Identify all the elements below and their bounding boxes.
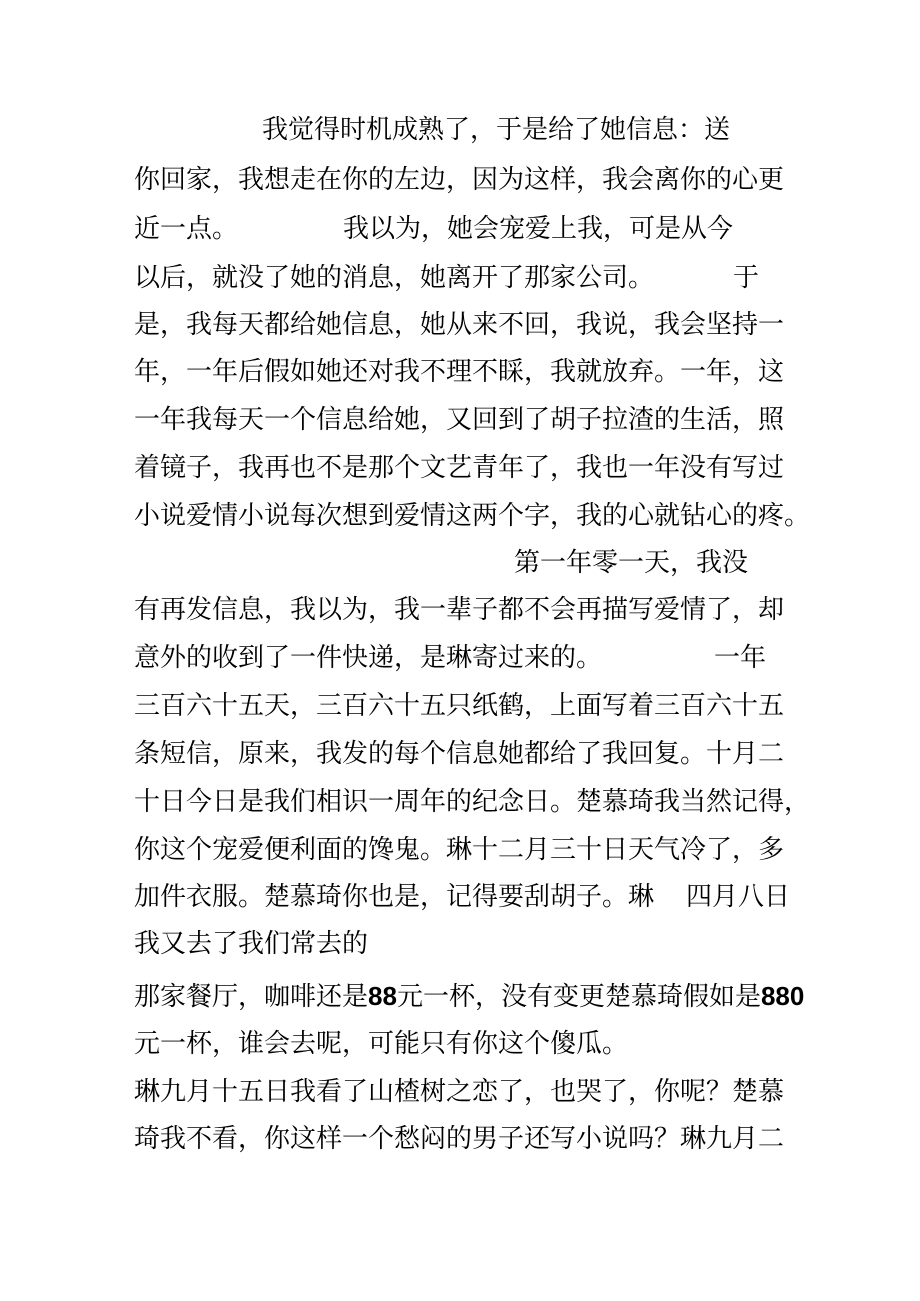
text-line <box>134 586 784 634</box>
text-fragment: 着镜子，我再也不是那个文艺青年了，我也一年没有写过 <box>134 453 785 483</box>
price-number: 880 <box>760 981 805 1011</box>
text-fragment: 一年 <box>714 643 767 673</box>
text-fragment: 我以为，她会宠爱上我，可是从今 <box>343 214 734 244</box>
text-fragment: 三百六十五天，三百六十五只纸鹤，上面写着三百六十五 <box>134 691 785 721</box>
text-fragment: 你回家，我想走在你的左边，因为这样，我会离你的心更 <box>134 165 785 195</box>
text-line <box>134 444 784 492</box>
text-fragment: 于 <box>733 263 760 293</box>
text-line <box>134 778 810 826</box>
text-line <box>514 539 748 587</box>
text-line <box>134 1020 628 1068</box>
text-line <box>134 205 734 253</box>
text-fragment: 第一年零一天，我没 <box>514 548 749 578</box>
text-fragment: 年，一年后假如她还对我不理不睬，我就放弃。一年，这 <box>134 357 785 387</box>
text-fragment: 四月八日 <box>686 882 791 912</box>
text-line <box>134 972 804 1020</box>
price-number: 88 <box>368 981 397 1011</box>
text-fragment: 元一杯，谁会去呢，可能只有你这个傻瓜。 <box>134 1029 629 1059</box>
text-fragment: 你这个宠爱便利面的馋鬼。琳十二月三十日天气冷了，多 <box>134 835 785 865</box>
text-fragment: 一年我每天一个信息给她，又回到了胡子拉渣的生活，照 <box>134 405 785 435</box>
text-line <box>134 920 368 968</box>
text-line <box>134 1115 784 1163</box>
text-line <box>134 396 784 444</box>
text-fragment: 以后，就没了她的消息，她离开了那家公司。 <box>134 263 655 293</box>
text-line <box>134 730 784 778</box>
text-fragment: 是，我每天都给她信息，她从来不回，我说，我会坚持一 <box>134 310 785 340</box>
text-fragment: 加件衣服。楚慕琦你也是，记得要刮胡子。琳 <box>134 882 655 912</box>
text-line <box>134 682 784 730</box>
text-fragment: 意外的收到了一件快递，是琳寄过来的。 <box>134 643 603 673</box>
text-fragment: 有再发信息，我以为，我一辈子都不会再描写爱情了，却 <box>134 595 785 625</box>
text-line <box>134 492 810 540</box>
text-line <box>134 826 784 874</box>
text-fragment: 我又去了我们常去的 <box>134 929 369 959</box>
text-line <box>134 873 791 921</box>
text-fragment: 琦我不看，你这样一个愁闷的男子还写小说吗？琳九月二 <box>134 1124 785 1154</box>
text-line <box>134 254 760 302</box>
text-fragment: 近一点。 <box>134 214 239 244</box>
text-line <box>134 301 784 349</box>
text-fragment: 那家餐厅，咖啡还是 <box>134 982 369 1012</box>
text-line <box>134 156 784 204</box>
text-fragment: 我觉得时机成熟了，于是给了她信息：送 <box>262 115 731 145</box>
text-fragment: 条短信，原来，我发的每个信息她都给了我回复。十月二 <box>134 739 785 769</box>
text-line <box>262 106 730 154</box>
text-line <box>134 1068 784 1116</box>
text-line <box>134 634 767 682</box>
text-fragment: 琳九月十五日我看了山楂树之恋了，也哭了，你呢？楚慕 <box>134 1077 785 1107</box>
text-fragment: 十日今日是我们相识一周年的纪念日。楚慕琦我当然记得， <box>134 787 811 817</box>
text-line <box>134 348 784 396</box>
text-fragment: 元一杯，没有变更楚慕琦假如是 <box>396 982 761 1012</box>
text-fragment: 小说爱情小说每次想到爱情这两个字，我的心就钻心的疼。 <box>134 501 811 531</box>
